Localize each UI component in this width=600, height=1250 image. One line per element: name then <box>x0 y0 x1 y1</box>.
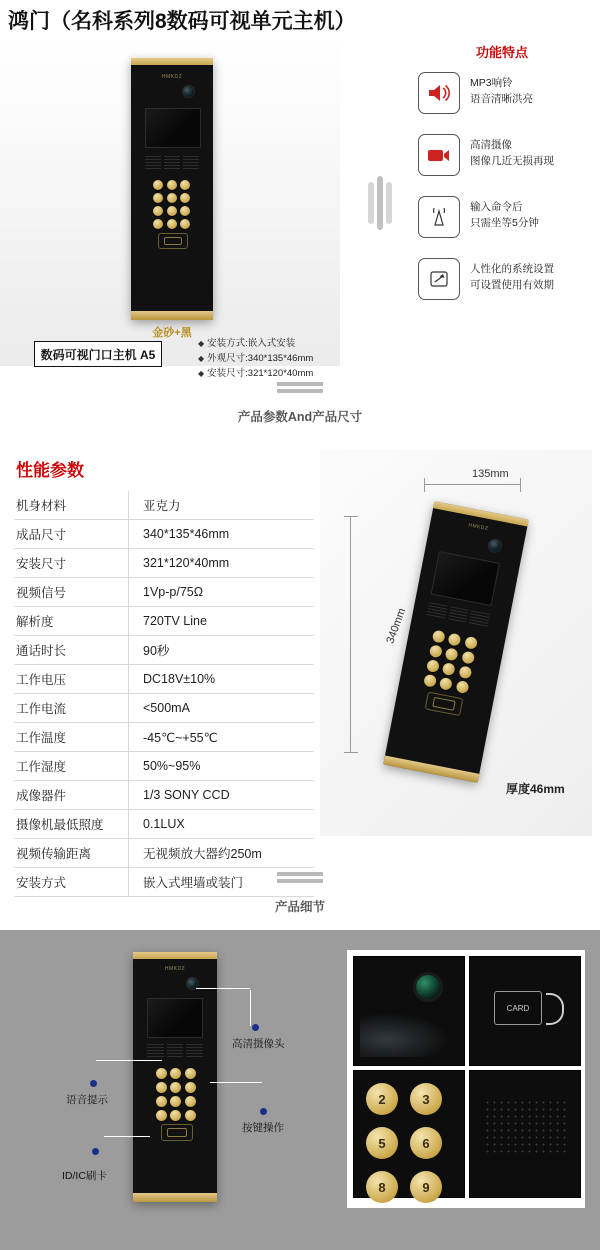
keypad-key <box>153 206 163 216</box>
param-key: 工作温度 <box>14 723 129 752</box>
bullet-icon: ◆ <box>198 369 205 378</box>
keypad-key <box>156 1068 167 1079</box>
callout-dot <box>92 1148 99 1155</box>
table-row <box>14 549 314 578</box>
keypad-key <box>167 206 177 216</box>
param-value: 嵌入式埋墙或装门 <box>129 868 315 897</box>
dimension-height-label: 340mm <box>384 606 409 646</box>
param-value: DC18V±10% <box>129 665 315 694</box>
feature-line2: 图像几近无损再现 <box>470 155 554 167</box>
feature-text <box>470 75 533 107</box>
product-model-badge <box>34 341 162 367</box>
keypad-key: 5 <box>366 1127 398 1159</box>
camera-lens-icon <box>416 975 440 999</box>
list-item <box>198 351 348 366</box>
photo-speaker-closeup <box>469 1070 581 1198</box>
brand-mark: HMKDZ <box>161 74 183 80</box>
callout-keypad: 按键操作 <box>242 1122 284 1134</box>
feature-line1: MP3响铃 <box>470 77 513 89</box>
keypad <box>423 630 479 695</box>
card-icon: CARD <box>494 991 542 1025</box>
table-row <box>14 607 314 636</box>
keypad-key: 2 <box>366 1083 398 1115</box>
lcd-screen <box>145 108 201 148</box>
table-row <box>14 491 314 520</box>
keypad-key <box>455 680 469 694</box>
feature-line1: 人性化的系统设置 <box>470 263 554 275</box>
param-value: 90秒 <box>129 636 315 665</box>
keypad-key <box>429 644 443 658</box>
keypad-key <box>180 206 190 216</box>
speaker-grille <box>426 602 490 628</box>
param-key: 通话时长 <box>14 636 129 665</box>
divider-label: 产品细节 <box>274 900 325 914</box>
card-reader-icon <box>425 692 464 717</box>
keypad-key <box>423 674 437 688</box>
params-table <box>14 491 314 897</box>
bullet-icon: ◆ <box>198 339 205 348</box>
right-arrow-icon <box>368 176 394 230</box>
feature-line2: 语音清晰洪亮 <box>470 93 533 105</box>
features-title: 功能特点 <box>476 45 529 60</box>
list-item <box>198 366 348 381</box>
keypad-closeup <box>366 1083 442 1203</box>
lcd-screen <box>431 551 500 606</box>
section-divider-1 <box>0 382 600 425</box>
param-key: 工作湿度 <box>14 752 129 781</box>
param-value: 321*120*40mm <box>129 549 315 578</box>
list-item <box>198 336 348 351</box>
camera-lens-icon <box>488 539 502 553</box>
callout-leader <box>104 1136 150 1137</box>
param-key: 摄像机最低照度 <box>14 810 129 839</box>
keypad-key <box>442 662 456 676</box>
speaker-grille <box>145 156 199 170</box>
settings-export-icon <box>418 258 460 300</box>
feature-line2: 只需坐等5分钟 <box>470 217 539 229</box>
table-row <box>14 636 314 665</box>
dimension-width-label: 135mm <box>472 468 509 480</box>
feature-line1: 高清摄像 <box>470 139 512 151</box>
keypad-key: 9 <box>410 1171 442 1203</box>
param-key: 成品尺寸 <box>14 520 129 549</box>
dimension-line-height <box>350 516 351 752</box>
param-value: 无视频放大器约250m <box>129 839 315 868</box>
callout-voice: 语音提示 <box>66 1094 108 1106</box>
keypad-key <box>185 1096 196 1107</box>
table-row <box>14 810 314 839</box>
dimension-tick <box>424 478 425 492</box>
product-spec-list <box>198 336 348 381</box>
feature-text <box>470 199 539 231</box>
callout-card: ID/IC刷卡 <box>62 1170 107 1182</box>
keypad-key <box>156 1082 167 1093</box>
product-model-badge-text: 数码可视门口主机 A5 <box>40 347 156 362</box>
photo-camera-closeup <box>353 956 465 1066</box>
feature-item-command <box>418 196 598 242</box>
device-bottom-cap <box>131 311 213 320</box>
chevron-down-icon <box>277 872 323 888</box>
param-value: <500mA <box>129 694 315 723</box>
signal-icon <box>418 196 460 238</box>
rfid-wave-icon <box>546 993 564 1025</box>
product-device-detail <box>133 952 217 1202</box>
page-header <box>0 0 600 40</box>
dimension-tick <box>520 478 521 492</box>
keypad-key <box>445 647 459 661</box>
dimension-diagram <box>320 450 592 836</box>
card-reader-icon <box>158 233 188 249</box>
keypad-key <box>167 193 177 203</box>
param-value: 50%~95% <box>129 752 315 781</box>
keypad <box>156 1068 196 1121</box>
table-row <box>14 723 314 752</box>
callout-dot <box>90 1080 97 1087</box>
keypad-key <box>448 633 462 647</box>
keypad-key <box>439 677 453 691</box>
param-value: 1/3 SONY CCD <box>129 781 315 810</box>
callout-leader <box>196 988 250 989</box>
feature-line2: 可设置使用有效期 <box>470 279 554 291</box>
param-key: 工作电流 <box>14 694 129 723</box>
dimension-thickness-label: 厚度46mm <box>506 782 565 796</box>
divider-label: 产品参数And产品尺寸 <box>237 410 363 424</box>
product-device-angled <box>383 501 528 782</box>
brand-mark: HMKDZ <box>467 522 489 533</box>
keypad-key: 6 <box>410 1127 442 1159</box>
table-row <box>14 839 314 868</box>
camera-lens-icon <box>183 86 194 97</box>
params-title: 性能参数 <box>16 461 84 480</box>
keypad-key <box>458 665 472 679</box>
callout-leader <box>250 990 251 1026</box>
keypad-key <box>185 1110 196 1121</box>
callout-dot <box>260 1108 267 1115</box>
table-row <box>14 781 314 810</box>
table-row <box>14 694 314 723</box>
feature-line1: 输入命令后 <box>470 201 523 213</box>
keypad <box>153 180 191 229</box>
device-top-cap <box>433 501 529 526</box>
param-value: 1Vp-p/75Ω <box>129 578 315 607</box>
callout-leader <box>210 1082 262 1083</box>
device-bottom-cap <box>133 1193 217 1202</box>
param-value: 亚克力 <box>129 491 315 520</box>
keypad-key: 8 <box>366 1171 398 1203</box>
table-row <box>14 578 314 607</box>
table-row <box>14 520 314 549</box>
device-top-cap <box>133 952 217 959</box>
keypad-key <box>153 193 163 203</box>
spec-text: 安装方式:嵌入式安装 <box>207 338 296 349</box>
page-title: 鸿门（名科系列8数码可视单元主机） <box>8 10 356 33</box>
photo-glow <box>360 1013 450 1057</box>
photo-card-reader <box>469 956 581 1066</box>
keypad-key <box>170 1082 181 1093</box>
param-key: 安装方式 <box>14 868 129 897</box>
param-value: 0.1LUX <box>129 810 315 839</box>
param-key: 解析度 <box>14 607 129 636</box>
chevron-down-icon <box>277 382 323 398</box>
feature-item-mp3 <box>418 72 598 118</box>
spec-text: 安装尺寸:321*120*40mm <box>207 368 314 379</box>
keypad-key <box>464 636 478 650</box>
callout-camera: 高清摄像头 <box>232 1038 285 1050</box>
table-row <box>14 665 314 694</box>
product-detail-section <box>0 930 600 1250</box>
camera-icon <box>418 134 460 176</box>
feature-item-camera <box>418 134 598 180</box>
keypad-key <box>170 1068 181 1079</box>
keypad-key <box>180 219 190 229</box>
param-key: 视频信号 <box>14 578 129 607</box>
keypad-key <box>180 180 190 190</box>
callout-dot <box>252 1024 259 1031</box>
keypad-key <box>167 219 177 229</box>
lcd-screen <box>147 998 203 1038</box>
feature-text <box>470 261 554 293</box>
param-key: 视频传输距离 <box>14 839 129 868</box>
performance-parameters <box>14 456 314 897</box>
speaker-grille <box>147 1044 203 1057</box>
keypad-key <box>432 630 446 644</box>
dimension-line-width <box>424 484 520 485</box>
keypad-key <box>153 180 163 190</box>
card-reader-icon <box>161 1124 193 1141</box>
dimension-tick <box>344 752 358 753</box>
keypad-key <box>426 659 440 673</box>
section-divider-2 <box>0 872 600 915</box>
feature-text <box>470 137 554 169</box>
table-row <box>14 752 314 781</box>
param-value: 340*135*46mm <box>129 520 315 549</box>
device-top-cap <box>131 58 213 65</box>
keypad-key <box>461 651 475 665</box>
keypad-key <box>185 1082 196 1093</box>
param-key: 机身材料 <box>14 491 129 520</box>
top-section <box>0 36 600 379</box>
param-key: 成像器件 <box>14 781 129 810</box>
keypad-key <box>167 180 177 190</box>
callout-leader <box>96 1060 162 1061</box>
brand-mark: HMKDZ <box>164 966 186 972</box>
spec-text: 外观尺寸:340*135*46mm <box>207 353 314 364</box>
keypad-key <box>180 193 190 203</box>
param-value: -45℃~+55℃ <box>129 723 315 752</box>
keypad-key <box>156 1096 167 1107</box>
product-device-front <box>131 58 213 320</box>
param-value: 720TV Line <box>129 607 315 636</box>
speaker-icon <box>418 72 460 114</box>
photo-keypad-closeup <box>353 1070 465 1198</box>
keypad-key: 3 <box>410 1083 442 1115</box>
product-color-label: 金砂+黑 <box>152 327 192 339</box>
device-bottom-cap <box>383 756 479 783</box>
keypad-key <box>156 1110 167 1121</box>
detail-photo-grid <box>347 950 585 1208</box>
dimension-tick <box>344 516 358 517</box>
feature-item-settings <box>418 258 598 304</box>
speaker-grille <box>484 1099 566 1155</box>
keypad-key <box>153 219 163 229</box>
bullet-icon: ◆ <box>198 354 205 363</box>
param-key: 工作电压 <box>14 665 129 694</box>
keypad-key <box>170 1096 181 1107</box>
param-key: 安装尺寸 <box>14 549 129 578</box>
keypad-key <box>170 1110 181 1121</box>
keypad-key <box>185 1068 196 1079</box>
